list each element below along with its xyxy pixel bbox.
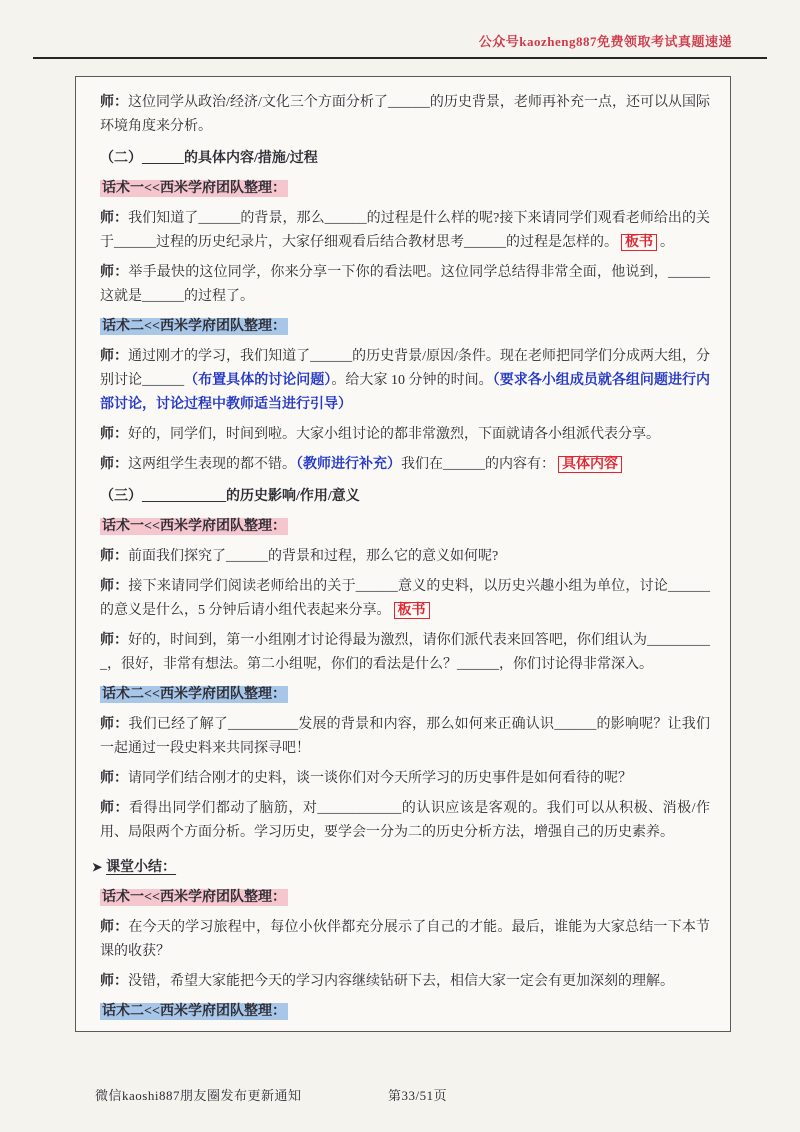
speaker-label: （三）____________的历史影响/作用/意义 [100, 489, 360, 504]
speech-text: 没错，希望大家能把今天的学习内容继续钻研下去，相信大家一定会有更加深刻的理解。 [128, 974, 674, 989]
speaker-label: 师： [100, 579, 129, 594]
teacher-note-text: （教师进行补充） [296, 457, 401, 472]
speaker-label: 师： [100, 211, 129, 226]
team-label-line [100, 515, 710, 539]
speech-text: 好的，时间到，第一小组刚才讨论得最为激烈，请你们派代表来回答吧，你们组认为__________，很好，非常有想法。第二小组呢，你们的看法是什么？______，你们讨论得非常深入。 [100, 633, 711, 672]
speaker-label: 师： [100, 549, 128, 564]
section-heading [100, 147, 710, 171]
speech-text: 接下来请同学们阅读老师给出的关于______意义的史料，以历史兴趣小组为单位，讨论______的意义是什么，5 分钟后请小组代表起来分享。 [100, 579, 710, 618]
speech-paragraph [100, 261, 710, 309]
red-box-badge: 板书 [394, 602, 430, 619]
speech-paragraph [100, 423, 710, 447]
speaker-label: 师： [100, 801, 129, 816]
speech-text: 前面我们探究了______的背景和过程，那么它的意义如何呢? [128, 549, 499, 564]
arrow-bullet-icon: ➤ [92, 860, 103, 874]
script-one-label: 话术一<<西米学府团队整理： [102, 519, 286, 534]
speech-text: 通过刚才的学习，我们知道了______的历史背景/原因/条件。现在老师把同学们分成两大组，分别讨论______ [100, 349, 711, 388]
speech-text: 我们知道了______的背景，那么______的过程是什么样的呢?接下来请同学们观看老师给出的关于______过程的历史纪录片，大家仔细观看后结合教材思考______的过程是怎样的。 [100, 211, 710, 250]
footer-wechat-note: 微信kaoshi887朋友圈发布更新通知 [95, 1088, 302, 1103]
speech-paragraph [100, 629, 710, 677]
team-label-line [100, 1000, 710, 1024]
section-heading [100, 485, 710, 509]
speaker-label: 师： [100, 717, 129, 732]
document-body [92, 91, 711, 1024]
speech-paragraph [100, 545, 710, 569]
teacher-note-text: （要求各小组成员就各组问题进行内部讨论，讨论过程中教师适当进行引导） [100, 373, 711, 412]
team-label-line [100, 683, 710, 707]
lesson-summary-line [92, 855, 710, 880]
speech-text: 请同学们结合刚才的史料，谈一谈你们对今天所学习的历史事件是如何看待的呢？ [128, 771, 632, 786]
script-two-label: 话术二<<西米学府团队整理： [102, 1004, 286, 1019]
speech-paragraph [100, 575, 710, 623]
speech-paragraph [100, 797, 710, 845]
speech-paragraph [100, 767, 710, 791]
team-label-line [100, 886, 710, 910]
speech-text: 看得出同学们都动了脑筋，对____________的认识应该是客观的。我们可以从积极、消极/作用、局限两个方面分析。学习历史，要学会一分为二的历史分析方法，增强自己的历史素养。 [100, 801, 711, 840]
header-rule [33, 57, 767, 59]
speaker-label: 师： [100, 427, 128, 442]
team-label-line [100, 177, 710, 201]
script-two-label: 话术二<<西米学府团队整理： [102, 687, 286, 702]
script-two-label: 话术二<<西米学府团队整理： [102, 319, 286, 334]
teacher-note-text: （布置具体的讨论问题） [184, 373, 332, 388]
speech-paragraph [100, 345, 710, 417]
team-label-line [100, 315, 710, 339]
speech-paragraph [100, 207, 710, 255]
header-promo-text: 公众号kaozheng887免费领取考试真题速递 [478, 34, 732, 49]
speech-text: 我们已经了解了__________发展的背景和内容，那么如何来正确认识______的影响呢？让我们一起通过一段史料来共同探寻吧！ [100, 717, 711, 756]
document-page [75, 76, 731, 1032]
speaker-label: （二）______的具体内容/措施/过程 [100, 151, 318, 166]
speech-paragraph [100, 713, 710, 761]
speech-text: 。给大家 10 分钟的时间。 [331, 373, 493, 388]
speaker-label: 师： [100, 771, 128, 786]
speech-paragraph [100, 970, 710, 994]
script-one-label: 话术一<<西米学府团队整理： [102, 181, 286, 196]
lesson-summary-heading: 课堂小结： [106, 860, 177, 875]
speech-text: 举手最快的这位同学，你来分享一下你的看法吧。这位同学总结得非常全面，他说到，______这就是______的过程了。 [100, 265, 711, 304]
red-box-badge: 板书 [621, 234, 657, 251]
speech-text: 这位同学从政治/经济/文化三个方面分析了______的历史背景，老师再补充一点，还可以从国际环境角度来分析。 [100, 95, 711, 134]
speaker-label: 师： [100, 974, 128, 989]
speaker-label: 师： [100, 349, 129, 364]
speech-text: 我们在______的内容有： [401, 457, 555, 472]
red-box-badge: 具体内容 [558, 456, 622, 473]
speech-paragraph [100, 453, 710, 477]
speech-text: 这两组学生表现的都不错。 [128, 457, 296, 472]
speech-text: 好的，同学们，时间到啦。大家小组讨论的都非常激烈，下面就请各小组派代表分享。 [128, 427, 660, 442]
speaker-label: 师： [100, 633, 129, 648]
speaker-label: 师： [100, 920, 129, 935]
script-one-label: 话术一<<西米学府团队整理： [102, 890, 286, 905]
speaker-label: 师： [100, 95, 129, 110]
footer-page-number: 第33/51页 [388, 1088, 448, 1103]
speech-paragraph [100, 916, 710, 964]
speech-text: 在今天的学习旅程中，每位小伙伴都充分展示了自己的才能。最后，谁能为大家总结一下本节课的收获？ [100, 920, 711, 959]
speaker-label: 师： [100, 457, 128, 472]
speech-text: 。 [660, 235, 674, 250]
speech-paragraph [100, 91, 710, 139]
speaker-label: 师： [100, 265, 129, 280]
